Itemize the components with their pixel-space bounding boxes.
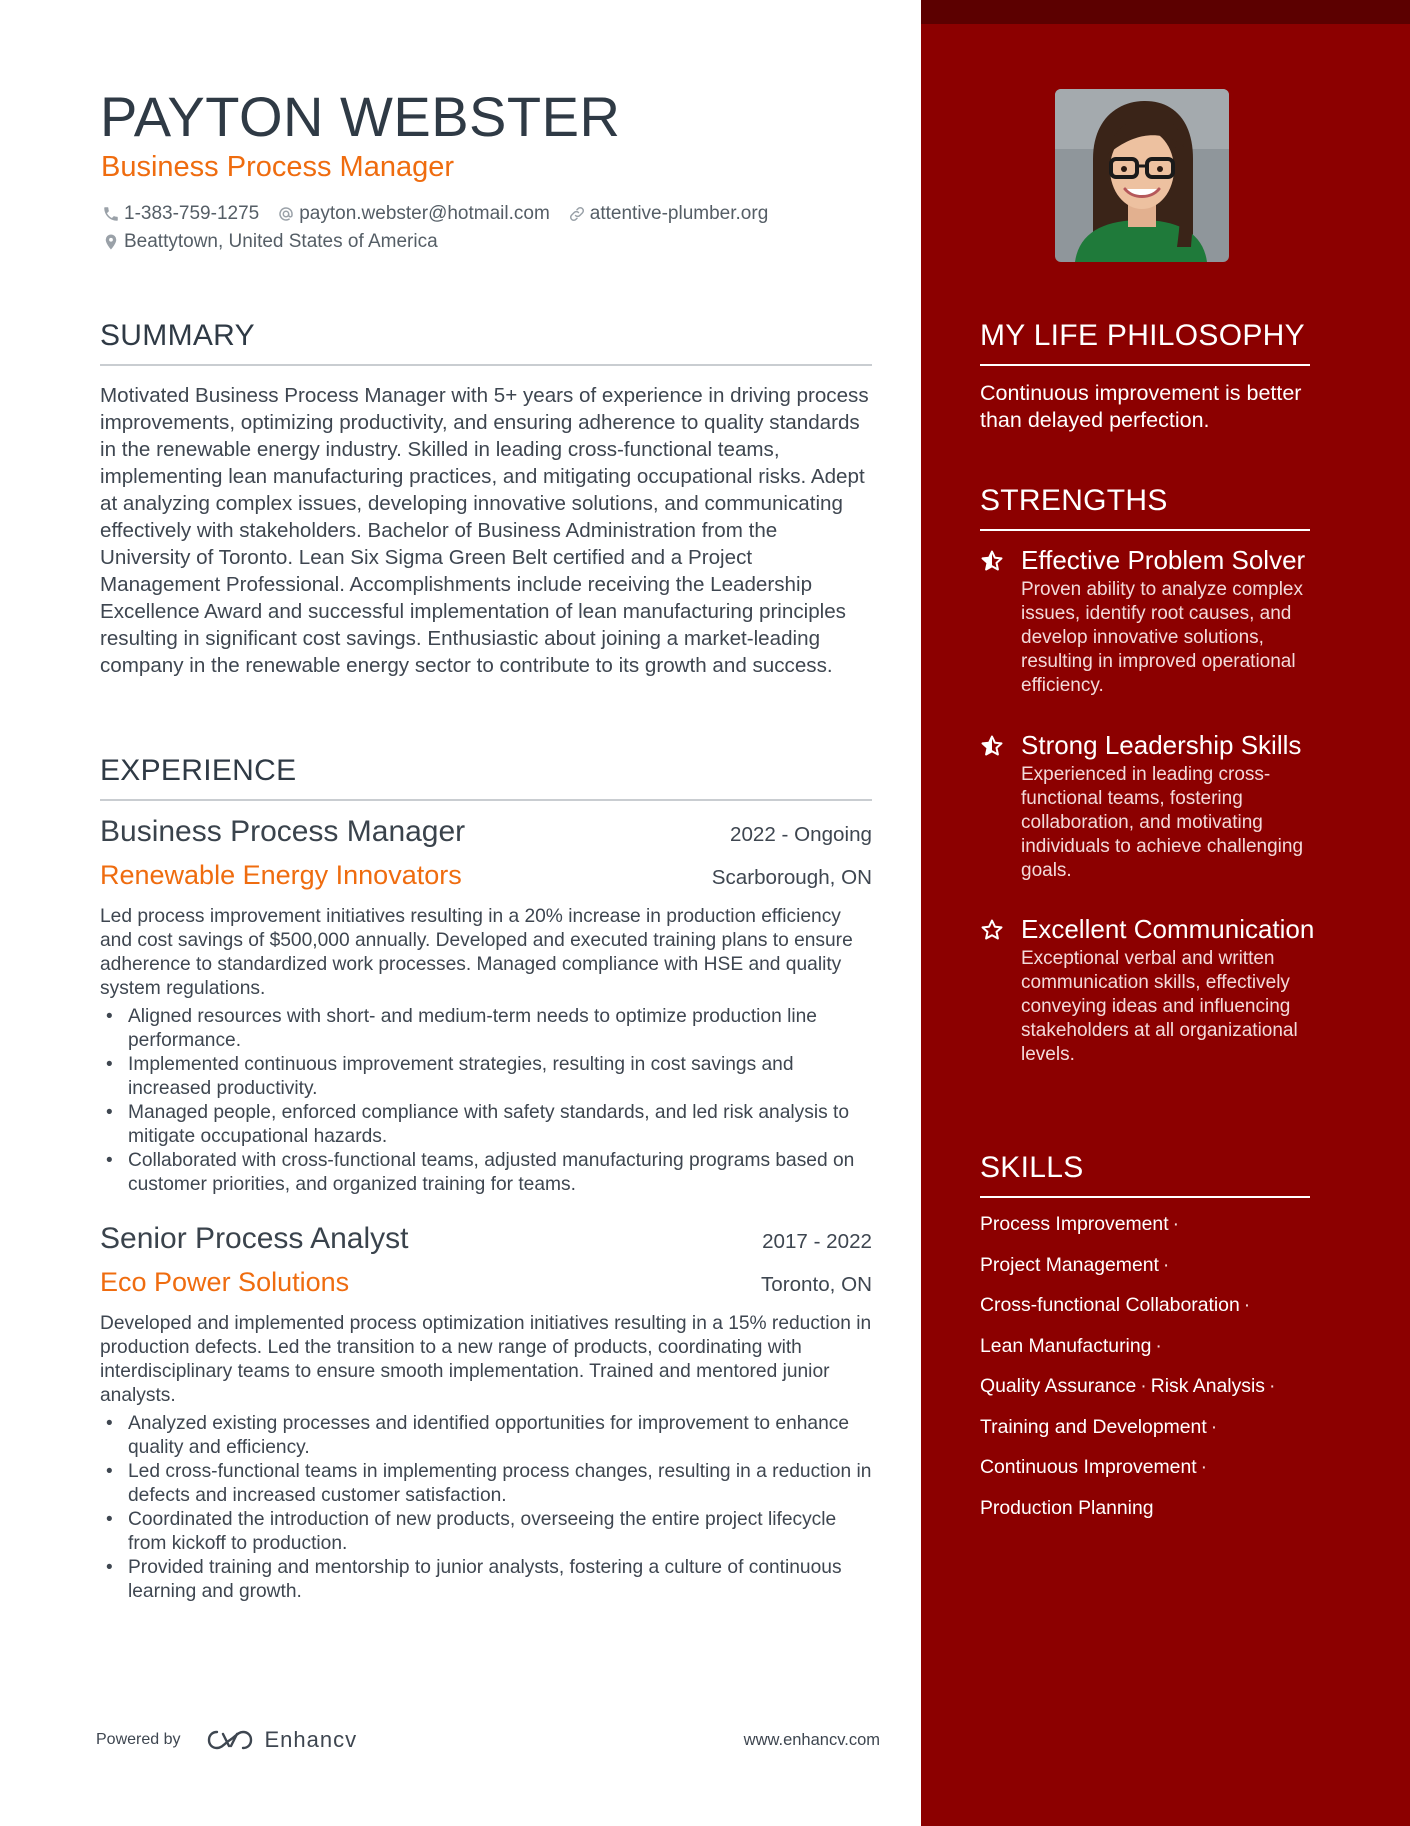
strength-title: Strong Leadership Skills <box>1021 730 1302 760</box>
powered-by-label: Powered by <box>96 1731 181 1748</box>
job-bullet: • Aligned resources with short- and medium-term needs to optimize production line performance. <box>100 1005 872 1053</box>
skill-tag: Training and Development <box>980 1415 1207 1438</box>
skill-separator: · <box>1243 1294 1251 1316</box>
job-dates: 2022 - Ongoing <box>730 823 872 846</box>
job-company: Eco Power Solutions <box>100 1267 350 1297</box>
job-bullet-list <box>100 1005 872 1197</box>
skill-separator: · <box>1268 1375 1276 1397</box>
contact-email[interactable] <box>277 202 550 226</box>
star-half-filled-icon <box>980 549 1004 573</box>
skill-tag: Risk Analysis <box>1150 1375 1265 1397</box>
job-company: Renewable Energy Innovators <box>100 860 462 890</box>
job-bullet: • Managed people, enforced compliance with safety standards, and led risk analysis to mitigate occupational hazards. <box>100 1101 872 1149</box>
contact-location <box>102 230 438 254</box>
philosophy-heading: MY LIFE PHILOSOPHY <box>980 318 1310 366</box>
footer-website-link[interactable]: www.enhancv.com <box>743 1730 880 1749</box>
job-bullet: • Provided training and mentorship to junior analysts, fostering a culture of continuous learning and growth. <box>100 1556 872 1604</box>
job-role: Business Process Manager <box>100 815 466 848</box>
job-location: Scarborough, ON <box>711 866 872 889</box>
job-description: Led process improvement initiatives resulting in a 20% increase in production efficiency and cost savings of $500,000 annually. Developed and executed training plans to ensure adherence to standardized work processes. Managed compliance with HSE and quality system regulations. <box>100 906 853 999</box>
strength-description: Exceptional verbal and written communication skills, effectively conveying ideas and influencing stakeholders at all organizational levels. <box>1021 948 1298 1065</box>
summary-heading: SUMMARY <box>100 318 872 366</box>
skill-tag: Project Management <box>980 1253 1159 1276</box>
enhancv-brand: Enhancv <box>264 1727 358 1752</box>
contact-row <box>102 202 786 226</box>
skill-separator: · <box>1155 1334 1162 1357</box>
website-text: attentive-plumber.org <box>589 203 769 224</box>
job-dates: 2017 - 2022 <box>762 1230 872 1253</box>
skill-tag: Production Planning <box>980 1496 1154 1519</box>
job-role: Senior Process Analyst <box>100 1222 409 1255</box>
email-text: payton.webster@hotmail.com <box>299 203 550 224</box>
experience-heading: EXPERIENCE <box>100 753 872 801</box>
job-bullet-list <box>100 1412 872 1604</box>
strength-description: Proven ability to analyze complex issues, identify root causes, and develop innovative solutions, resulting in improved operational efficiency. <box>1021 579 1303 696</box>
skill-tag: Cross-functional Collaboration <box>980 1294 1240 1316</box>
strength-description: Experienced in leading cross-functional teams, fostering collaboration, and motivating individuals to achieve challenging goals. <box>1021 764 1304 881</box>
phone-icon <box>102 205 120 223</box>
job-bullet: • Implemented continuous improvement strategies, resulting in cost savings and increased productivity. <box>100 1053 872 1101</box>
skill-tag: Quality Assurance <box>980 1375 1137 1397</box>
skill-separator: · <box>1200 1456 1208 1478</box>
sidebar <box>921 0 1410 1826</box>
candidate-name: PAYTON WEBSTER <box>100 85 621 148</box>
at-icon <box>277 205 295 223</box>
skill-tag: Lean Manufacturing <box>980 1334 1152 1357</box>
job-bullet: • Collaborated with cross-functional teams, adjusted manufacturing programs based on customer priorities, and organized training for teams. <box>100 1149 872 1197</box>
strengths-heading: STRENGTHS <box>980 483 1310 531</box>
link-icon <box>568 205 586 223</box>
strength-title: Effective Problem Solver <box>1021 545 1306 575</box>
summary-text: Motivated Business Process Manager with 5+ years of experience in driving process improvements, optimizing productivity, and ensuring adherence to quality standards in the renewable energy industry. Skilled in leading cross-functional teams, implementing lean manufacturing practices, and mitigating occupational risks. Adept at analyzing complex issues, developing innovative solutions, and communicating effectively with stakeholders. Bachelor of Business Administration from the University of Toronto. Lean Six Sigma Green Belt certified and a Project Management Professional. Accomplishments include receiving the Leadership Excellence Award and successful implementation of lean manufacturing principles resulting in significant cost savings. Enthusiastic about joining a market-leading company in the renewable energy sector to contribute to its growth and success. <box>100 384 869 677</box>
job-entry <box>100 812 872 1197</box>
skill-separator: · <box>1140 1375 1147 1397</box>
skill-separator: · <box>1210 1415 1218 1438</box>
strength-item <box>980 730 1320 883</box>
location-pin-icon <box>102 233 120 251</box>
job-location: Toronto, ON <box>760 1273 872 1296</box>
skill-tag: Process Improvement <box>980 1213 1169 1235</box>
star-half-filled-icon <box>980 734 1004 758</box>
strength-item <box>980 545 1320 698</box>
skill-separator: · <box>1172 1213 1180 1235</box>
profile-photo <box>1055 89 1229 262</box>
skill-separator: · <box>1162 1253 1170 1276</box>
location-text: Beattytown, United States of America <box>124 231 438 252</box>
candidate-title: Business Process Manager <box>101 151 454 183</box>
star-outline-icon <box>980 918 1004 942</box>
skills-list <box>980 1212 1320 1536</box>
job-description: Developed and implemented process optimization initiatives resulting in a 15% reduction in production defects. Led the transition to a new range of products, coordinating with interdisciplinary teams to ensure smooth implementation. Trained and mentored junior analysts. <box>100 1313 872 1406</box>
strength-title: Excellent Communication <box>1021 914 1315 944</box>
footer <box>96 1720 880 1760</box>
job-bullet: • Analyzed existing processes and identified opportunities for improvement to enhance quality and efficiency. <box>100 1412 872 1460</box>
enhancv-logo-icon <box>207 1728 253 1752</box>
contact-phone[interactable] <box>102 202 259 226</box>
phone-text: 1-383-759-1275 <box>124 203 260 224</box>
job-entry <box>100 1219 872 1604</box>
strength-item <box>980 914 1320 1067</box>
powered-by <box>96 1727 357 1753</box>
contact-row-2 <box>102 230 456 254</box>
philosophy-text: Continuous improvement is better than delayed perfection. <box>980 381 1302 432</box>
job-bullet: • Led cross-functional teams in implementing process changes, resulting in a reduction in defects and increased customer satisfaction. <box>100 1460 872 1508</box>
job-bullet: • Coordinated the introduction of new products, overseeing the entire project lifecycle from kickoff to production. <box>100 1508 872 1556</box>
sidebar-top-bar <box>921 0 1410 24</box>
contact-website[interactable] <box>568 202 769 226</box>
skill-tag: Continuous Improvement <box>980 1456 1197 1478</box>
skills-heading: SKILLS <box>980 1150 1310 1198</box>
enhancv-logo[interactable] <box>207 1727 358 1753</box>
